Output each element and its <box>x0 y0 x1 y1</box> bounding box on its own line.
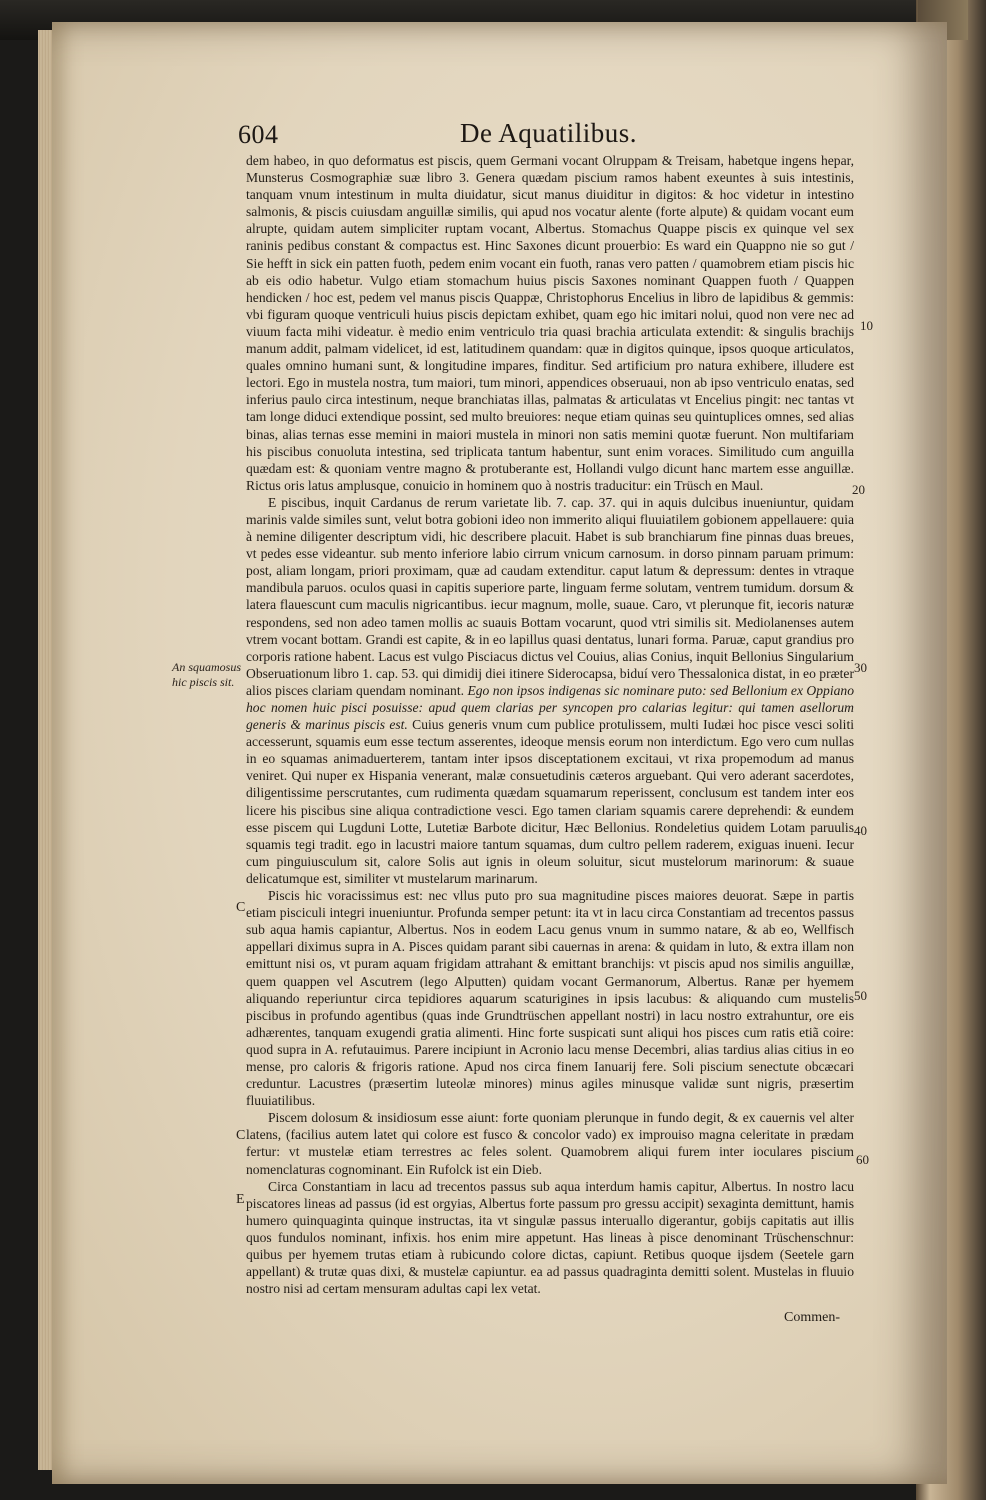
paragraph-3: Piscis hic voracissimus est: nec vllus puto pro sua magnitudine pisces maiores deuorat. Sæpe in partis etiam pisciculi integri inueniuntur. Profunda semper petunt: ita vt in lacu circa Constantiam ad trecentos passus sub aqua hamis capiantur, Albertus. Nos in eodem Lacu genus vnum in summo natare, & ab eo, Wellfisch appellari diximus supra in A. Pisces quidam parant sibi cauernas in arena: & quidam in luto, & extra illam non emittunt nisi os, vt puram aquam frigidam attrahant & emittant branchijs: vt piscis apud nos similis anguillæ, quem quappen vel Ascutrem (lego Alputten) quidam vocant Germanorum, Albertus. Ranæ per hyemem aliquando reperiuntur circa tepidiores aquarum scaturigines in ipsis lacubus: & aliquando cum mustelis piscibus in profundo agentibus (quas inde Grundtrüschen appellant nostri) in lacu nostro extrahuntur, ore eis adhærentes, tanquam exugendi gratia alimenti. Hinc forte suspicati sunt aliqui hos pisces cum ratis etiã coire: quod supra in A. refutauimus. Parere incipiunt in Acronio lacu mense Decembri, alias tardius alias citius in eo mense, pro caloris & frigoris ratione. Apud nos circa finem Ianuarij fere. Soli piscium senectute obcæcari creduntur. Lacustres (præsertim luteolæ minores) minus agiles minusque validæ sunt nigris, præsertim fluuiatilibus. <box>246 888 854 1109</box>
page-header <box>238 120 878 154</box>
running-title: De Aquatilibus. <box>460 118 637 148</box>
section-letter-e: E <box>236 1192 245 1207</box>
paragraph-2-text: E piscibus, inquit Cardanus de rerum varietate lib. 7. cap. 37. qui in aquis dulcibus inueniuntur, quidam marinis valde similes sunt, velut botra gobioni ideo non immerito aliqui fluuiatilem gobionem appellauere: quia à nemine diligenter descriptum vidi, hic describere placuit. Habet is sub branchiarum fine pinnas duas breues, vt pedes esse videantur. sub mento inferiore labio cirrum vnicum carnosum. in dorso pinnam paruam primum: post, aliam longam, priori proximam, quæ ad caudam extenditur. caput latum & depressum: dentes in vtraque mandibula paruos. oculos quasi in capitis superiore parte, linguam ferme solutam, ventrem tumidum. dorsum & latera flauescunt cum maculis nigricantibus. iecur magnum, molle, suaue. Caro, vt plerunque fit, iecoris naturæ respondens, sed non adeo tamen mollis ac suauis Bottam vocarunt, quod vtri similis sit. Mediolanenses autem vtrem vocant bottam. Grandi est capite, & in eo lapillus quasi dentatus, lunari forma. Paruæ, caput grandius pro corporis ratione habent. Lacus est vulgo Pisciacus dictus vel Couius, alias Conius, inquit Bellonius Singularium Obseruationum libro 1. cap. 53. qui dimidij diei itinere Siderocapsa, biduí vero Thessalonica distat, in eo præter alios pisces clariam quendam nominant. <box>246 494 854 698</box>
section-letter-c-2: C <box>236 1128 246 1143</box>
paragraph-2 <box>246 494 854 887</box>
line-number-20: 20 <box>852 482 865 497</box>
catchword: Commen- <box>784 1310 840 1325</box>
paragraph-1: dem habeo, in quo deformatus est piscis, quem Germani vocant Olruppam & Treisam, habetque ingens hepar, Munsterus Cosmographiæ suæ libro 3. Genera quædam piscium ramos habent exeuntes à suis intestinis, tanquam vnum intestinum in multa diuidatur, sicut manus diuiditur in digitos: & hoc videtur in intestino salmonis, & piscis cuiusdam anguillæ similis, qui apud nos vocatur alente (forte alpute) & quidam vocant eum alrupte, quidam autem simpliciter ruptam vocant, Albertus. Stomachus Quappe piscis ex quinque vel sex raninis pedibus constant & compactus est. Hinc Saxones dicunt prouerbio: Es ward ein Quappno nie so gut / Sie hefft in sick ein patten fuoth, pedem enim vocant ein fuoth, ranas vero patten / quamobrem etiam piscis hic ab eis odio habetur. Vulgo etiam stomachum huius piscis Saxones nominant Quappen fuoth / Quappen hendicken / hoc est, pedem vel manus piscis Quappæ, Christophorus Encelius in libro de lapidibus & gemmis: vbi figuram quoque ventriculi huius piscis depictam exhibet, quam ego hic imitari nolui, quod non vere nec ad viuum facta mihi videatur. è medio enim ventriculo tria quasi brachia articulata extendit: & singulis brachijs manum addit, palmam videlicet, id est, latitudinem quandam: quæ in digitos quinque, ipsos quoque articulatos, quales omnino humani sunt, & longitudine impares, finditur. Sed artificium pro natura exhibere, illudere est lectori. Ego in mustela nostra, tum maiori, tum minori, appendices obseruaui, non ab ipso ventriculo enatas, sed inferius paulo circa intestinum, neque branchiatas illas, palmatas & articulatas vt Encelius pingit: nec tantas vt tam longe diduci extendique possint, sed multo breuiores: neque etiam quinas seu quintuplices omnes, sed alias binas, alias ternas esse memini in maiori mustela in minori non satis memini quotæ fuerunt. Non multifariam his piscibus conuoluta intestina, sed triplicata tantum habentur, sunt enim voraces. Similitudo cum anguilla quædam est: & quoniam ventre magno & protuberante est, Hollandi vulgo dicunt hanc martem esse anguillæ. Rictus oris latus amplusque, conuicio in hominem quo à nostris traducitur: ein Trüsch en Maul. <box>246 153 854 493</box>
line-number-40: 40 <box>854 823 867 838</box>
paragraph-5: Circa Constantiam in lacu ad trecentos passus sub aqua interdum hamis capitur, Albertus. In nostro lacu piscatores lineas ad passus (id est orgyias, Albertus forte passum pro gressu accipit) sexaginta demittunt, hamis humero quinquaginta quinque instructas, ita vt singulæ passus interuallo digerantur, gobijs capitatis aut illis quos fundulos nominant, infixis. hos enim mire appetunt. Has lineas à pisce denominant Trüschenschnur: quibus per hyemem trutas etiam à rubicundo colore dictas, capiunt. Retibus quoque ijsdem (Seetele garn appellant) & trutæ quas dixi, & mustelæ capiuntur. ea ad passus quadraginta demitti solent. Mustelas in fluuio nostro nisi ad certam mensuram adultas capi lex vetat. <box>246 1178 854 1297</box>
page-number: 604 <box>238 120 279 149</box>
margin-note: An squamosus hic piscis sit. <box>172 660 242 689</box>
line-number-30: 30 <box>854 660 867 675</box>
line-number-50: 50 <box>854 988 867 1003</box>
section-letter-c-1: C <box>236 900 246 915</box>
main-text-block <box>246 152 854 1297</box>
paragraph-2-italic-note: Ego non ipsos indigenas sic nominare puto: sed Bellonium ex Oppiano hoc nomen huic pisci posuisse: apud quem clarias per syncopen pro calarias legitur: qui tamen asellorum generis & marinus piscis est. <box>246 682 855 733</box>
line-number-60: 60 <box>856 1152 869 1167</box>
paragraph-4: Piscem dolosum & insidiosum esse aiunt: forte quoniam plerunque in fundo degit, & ex cauernis vel alter latens, (facilius autem latet qui colore est fusco & concolor vado) ex improuiso magna celeritate in prædam fertur: vt mustelæ etiam terrestres ac feles solent. Quamobrem aliqui furem inter ioculares piscium nomenclaturas cognominant. Ein Rufolck ist ein Dieb. <box>246 1110 854 1177</box>
line-number-10: 10 <box>860 318 873 333</box>
paragraph-2-continued: Cuius generis vnum cum publice protulissem, multi Iudæi hoc pisce vesci soliti accesserunt, squamis eum esse tectum asserentes, ideoque mensis eorum non interdictum. Ego vero cum nullas in eo squamas animaduerterem, tantam inter ipsos disceptationem excitaui, vt rixa propemodum ad manus veniret. Qui nuper ex Hispania venerant, malæ consuetudinis cæteros arguebant. Qui vero aderant sacerdotes, diligentissime perscrutantes, cum rudimenta quædam squamarum reperissent, conclusum est tandem inter eos licere his piscibus sine aliqua contradictione vesci. Ego tamen clariam squamis carere deprehendi: & eundem esse piscem qui Lugduni Lotte, Lutetiæ Barbote dicitur, Hæc Bellonius. Rondeletius quidem Lotam paruulis squamis tegi tradit. ego in lacustri maiore tantum squamas, dum cultro pellem raderem, exiguas inueni. Iecur cum pinguiusculum sit, calore Solis aut ignis in oleum soluitur, sicut mustelorum marinorum: & suaue delicatumque est, similiter vt mustelarum marinarum. <box>246 717 854 886</box>
